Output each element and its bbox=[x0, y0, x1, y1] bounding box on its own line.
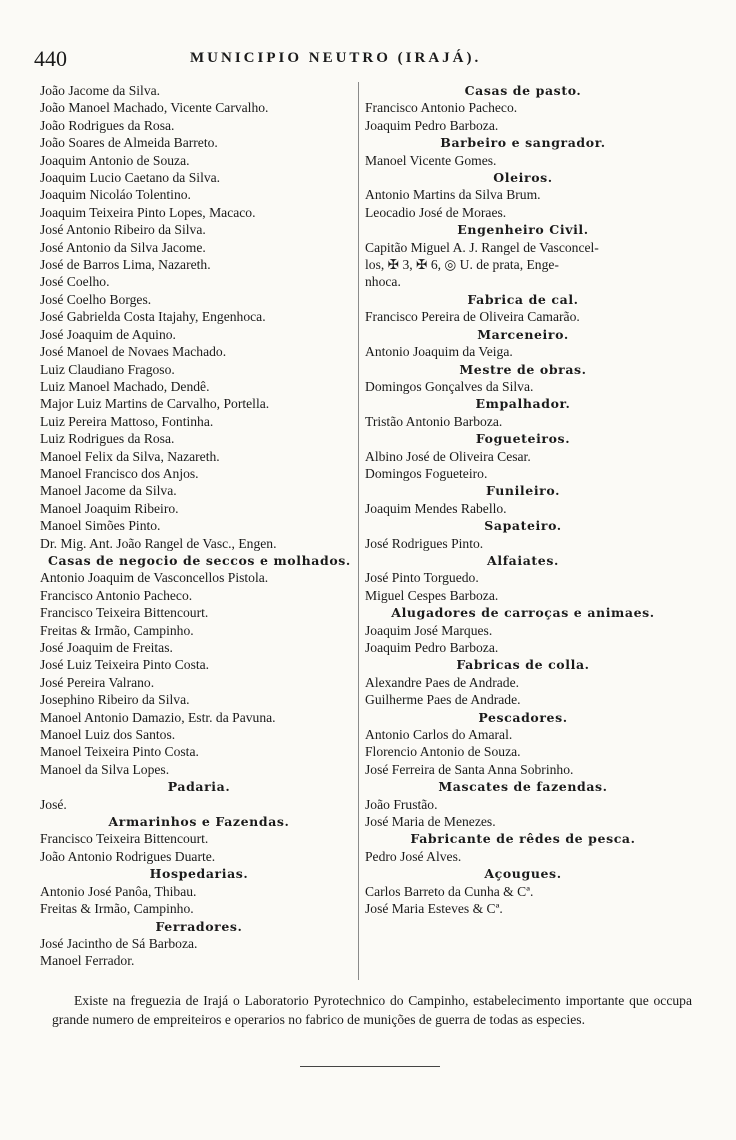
section-heading: Alugadores de carroças e animaes. bbox=[391, 605, 655, 621]
directory-entry: José Pereira Valrano. bbox=[40, 674, 155, 690]
directory-entry: José Joaquim de Aquino. bbox=[40, 326, 176, 342]
directory-entry: Luiz Manoel Machado, Dendê. bbox=[40, 378, 210, 394]
directory-entry: José Antonio Ribeiro da Silva. bbox=[40, 222, 206, 238]
section-heading: Fogueteiros. bbox=[475, 431, 571, 447]
directory-entry: Joaquim Lucio Caetano da Silva. bbox=[40, 170, 221, 186]
directory-entry: José Jacintho de Sá Barboza. bbox=[40, 935, 198, 951]
directory-entry: Francisco Antonio Pacheco. bbox=[40, 587, 193, 603]
section-heading: Padaria. bbox=[167, 779, 231, 795]
directory-entry: Antonio José Panôa, Thibau. bbox=[40, 883, 197, 899]
section-heading: Casas de pasto. bbox=[464, 83, 582, 98]
directory-entry: Carlos Barreto da Cunha & Cª. bbox=[365, 883, 534, 899]
section-heading: Sapateiro. bbox=[484, 518, 562, 534]
directory-entry: Joaquim José Marques. bbox=[365, 622, 493, 638]
section-heading: Fabrica de cal. bbox=[467, 291, 579, 307]
directory-entry: José Pinto Torguedo. bbox=[365, 570, 479, 586]
directory-entry: los, ✠ 3, ✠ 6, ◎ U. de prata, Enge- bbox=[365, 257, 559, 273]
directory-entry: Francisco Antonio Pacheco. bbox=[365, 100, 518, 116]
directory-entry: José Gabrielda Costa Itajahy, Engenhoca. bbox=[40, 309, 266, 325]
directory-entry: Domingos Gonçalves da Silva. bbox=[365, 378, 534, 394]
section-heading: Armarinhos e Fazendas. bbox=[108, 814, 290, 830]
directory-entry: Manoel Vicente Gomes. bbox=[365, 152, 497, 168]
closing-rule bbox=[300, 1066, 440, 1067]
directory-entry: Francisco Teixeira Bittencourt. bbox=[40, 831, 209, 847]
section-heading: Casas de negocio de seccos e molhados. bbox=[48, 552, 351, 568]
directory-entry: Antonio Martins da Silva Brum. bbox=[365, 187, 541, 203]
right-column bbox=[358, 82, 683, 980]
directory-entry: Joaquim Antonio de Souza. bbox=[40, 152, 190, 168]
directory-entry: Joaquim Pedro Barboza. bbox=[365, 117, 499, 133]
directory-entry: Antonio Joaquim da Veiga. bbox=[365, 344, 513, 360]
directory-entry: José. bbox=[40, 796, 67, 812]
section-heading: Empalhador. bbox=[475, 396, 571, 412]
directory-entry: Joaquim Mendes Rabello. bbox=[365, 500, 507, 516]
directory-entry: José Rodrigues Pinto. bbox=[365, 535, 484, 551]
directory-entry: José Maria de Menezes. bbox=[365, 814, 496, 830]
directory-entry: José Manoel de Novaes Machado. bbox=[40, 344, 227, 360]
directory-entry: José Coelho. bbox=[40, 274, 110, 290]
left-column bbox=[40, 82, 358, 970]
section-heading: Engenheiro Civil. bbox=[457, 222, 589, 238]
directory-entry: João Rodrigues da Rosa. bbox=[40, 117, 175, 133]
section-heading: Açougues. bbox=[484, 866, 562, 882]
section-heading: Fabricante de rêdes de pesca. bbox=[410, 831, 636, 847]
directory-entry: Joaquim Pedro Barboza. bbox=[365, 640, 499, 655]
directory-entry: Manoel Jacome da Silva. bbox=[40, 483, 177, 499]
directory-entry: José de Barros Lima, Nazareth. bbox=[40, 257, 211, 273]
section-heading: Mestre de obras. bbox=[459, 361, 587, 377]
directory-entry: Manoel Teixeira Pinto Costa. bbox=[40, 744, 199, 760]
directory-entry: João Frustão. bbox=[365, 796, 438, 812]
running-head-title: MUNICIPIO NEUTRO (IRAJÁ). bbox=[190, 50, 482, 66]
directory-entry: João Jacome da Silva. bbox=[40, 83, 161, 98]
directory-entry: João Soares de Almeida Barreto. bbox=[40, 135, 218, 151]
directory-entry: Guilherme Paes de Andrade. bbox=[365, 692, 521, 708]
section-heading: Barbeiro e sangrador. bbox=[440, 135, 606, 151]
section-heading: Pescadores. bbox=[478, 709, 568, 725]
directory-entry: Manoel Luiz dos Santos. bbox=[40, 727, 176, 743]
section-heading: Hospedarias. bbox=[149, 866, 249, 882]
directory-entry: Josephino Ribeiro da Silva. bbox=[40, 692, 190, 708]
directory-entry: Luiz Pereira Mattoso, Fontinha. bbox=[40, 413, 214, 429]
directory-entry: Francisco Pereira de Oliveira Camarão. bbox=[365, 309, 580, 325]
directory-entry: Miguel Cespes Barboza. bbox=[365, 587, 499, 603]
directory-entry: José Ferreira de Santa Anna Sobrinho. bbox=[365, 761, 574, 777]
directory-entry: Antonio Carlos do Amaral. bbox=[365, 727, 513, 743]
section-heading: Marceneiro. bbox=[477, 326, 569, 342]
directory-entry: Manoel Ferrador. bbox=[40, 953, 135, 969]
directory-entry: nhoca. bbox=[365, 274, 401, 290]
page-number: 440 bbox=[34, 46, 67, 71]
directory-entry: Tristão Antonio Barboza. bbox=[365, 413, 503, 429]
directory-entry: Albino José de Oliveira Cesar. bbox=[365, 448, 531, 464]
directory-entry: Joaquim Nicoláo Tolentino. bbox=[40, 187, 191, 203]
directory-entry: Antonio Joaquim de Vasconcellos Pistola. bbox=[40, 570, 269, 586]
directory-entry: Manoel Joaquim Ribeiro. bbox=[40, 500, 179, 516]
directory-entry: Pedro José Alves. bbox=[365, 848, 462, 864]
footer-note: Existe na freguezia de Irajá o Laboratorio Pyrotechnico do Campinho, estabelecimento importante que occupa grande numero de empreiteiros e operarios no fabrico de munições de guerra de todas as especies. bbox=[52, 993, 692, 1027]
directory-entry: José Joaquim de Freitas. bbox=[40, 640, 173, 655]
directory-entry: Freitas & Irmão, Campinho. bbox=[40, 622, 194, 638]
directory-entry: José Maria Esteves & Cª. bbox=[365, 901, 503, 917]
section-heading: Funileiro. bbox=[485, 483, 561, 499]
directory-entry: Dr. Mig. Ant. João Rangel de Vasc., Engen. bbox=[40, 535, 277, 551]
directory-entry: Alexandre Paes de Andrade. bbox=[365, 674, 520, 690]
directory-entry: Manoel Simões Pinto. bbox=[40, 518, 161, 534]
directory-entry: Leocadio José de Moraes. bbox=[365, 204, 507, 220]
directory-entry: Francisco Teixeira Bittencourt. bbox=[40, 605, 209, 621]
directory-entry: José Coelho Borges. bbox=[40, 291, 152, 307]
section-heading: Ferradores. bbox=[155, 918, 243, 934]
directory-entry: Manoel Antonio Damazio, Estr. da Pavuna. bbox=[40, 709, 276, 725]
directory-entry: João Antonio Rodrigues Duarte. bbox=[40, 848, 216, 864]
directory-entry: Manoel Francisco dos Anjos. bbox=[40, 465, 199, 481]
directory-entry: João Manoel Machado, Vicente Carvalho. bbox=[40, 100, 269, 116]
directory-entry: Capitão Miguel A. J. Rangel de Vasconcel- bbox=[365, 239, 599, 255]
directory-entry: José Antonio da Silva Jacome. bbox=[40, 239, 206, 255]
directory-entry: Luiz Rodrigues da Rosa. bbox=[40, 431, 175, 447]
directory-entry: Joaquim Teixeira Pinto Lopes, Macaco. bbox=[40, 204, 256, 220]
directory-entry: Domingos Fogueteiro. bbox=[365, 465, 488, 481]
directory-entry: José Luiz Teixeira Pinto Costa. bbox=[40, 657, 210, 673]
section-heading: Oleiros. bbox=[493, 170, 553, 186]
directory-entry: Luiz Claudiano Fragoso. bbox=[40, 361, 175, 377]
directory-entry: Manoel Felix da Silva, Nazareth. bbox=[40, 448, 220, 464]
directory-entry: Manoel da Silva Lopes. bbox=[40, 761, 170, 777]
directory-entry: Freitas & Irmão, Campinho. bbox=[40, 901, 194, 917]
directory-entry: Florencio Antonio de Souza. bbox=[365, 744, 521, 760]
section-heading: Mascates de fazendas. bbox=[438, 779, 608, 795]
section-heading: Fabricas de colla. bbox=[456, 657, 590, 673]
section-heading: Alfaiates. bbox=[487, 552, 559, 568]
directory-entry: Major Luiz Martins de Carvalho, Portella. bbox=[40, 396, 270, 412]
